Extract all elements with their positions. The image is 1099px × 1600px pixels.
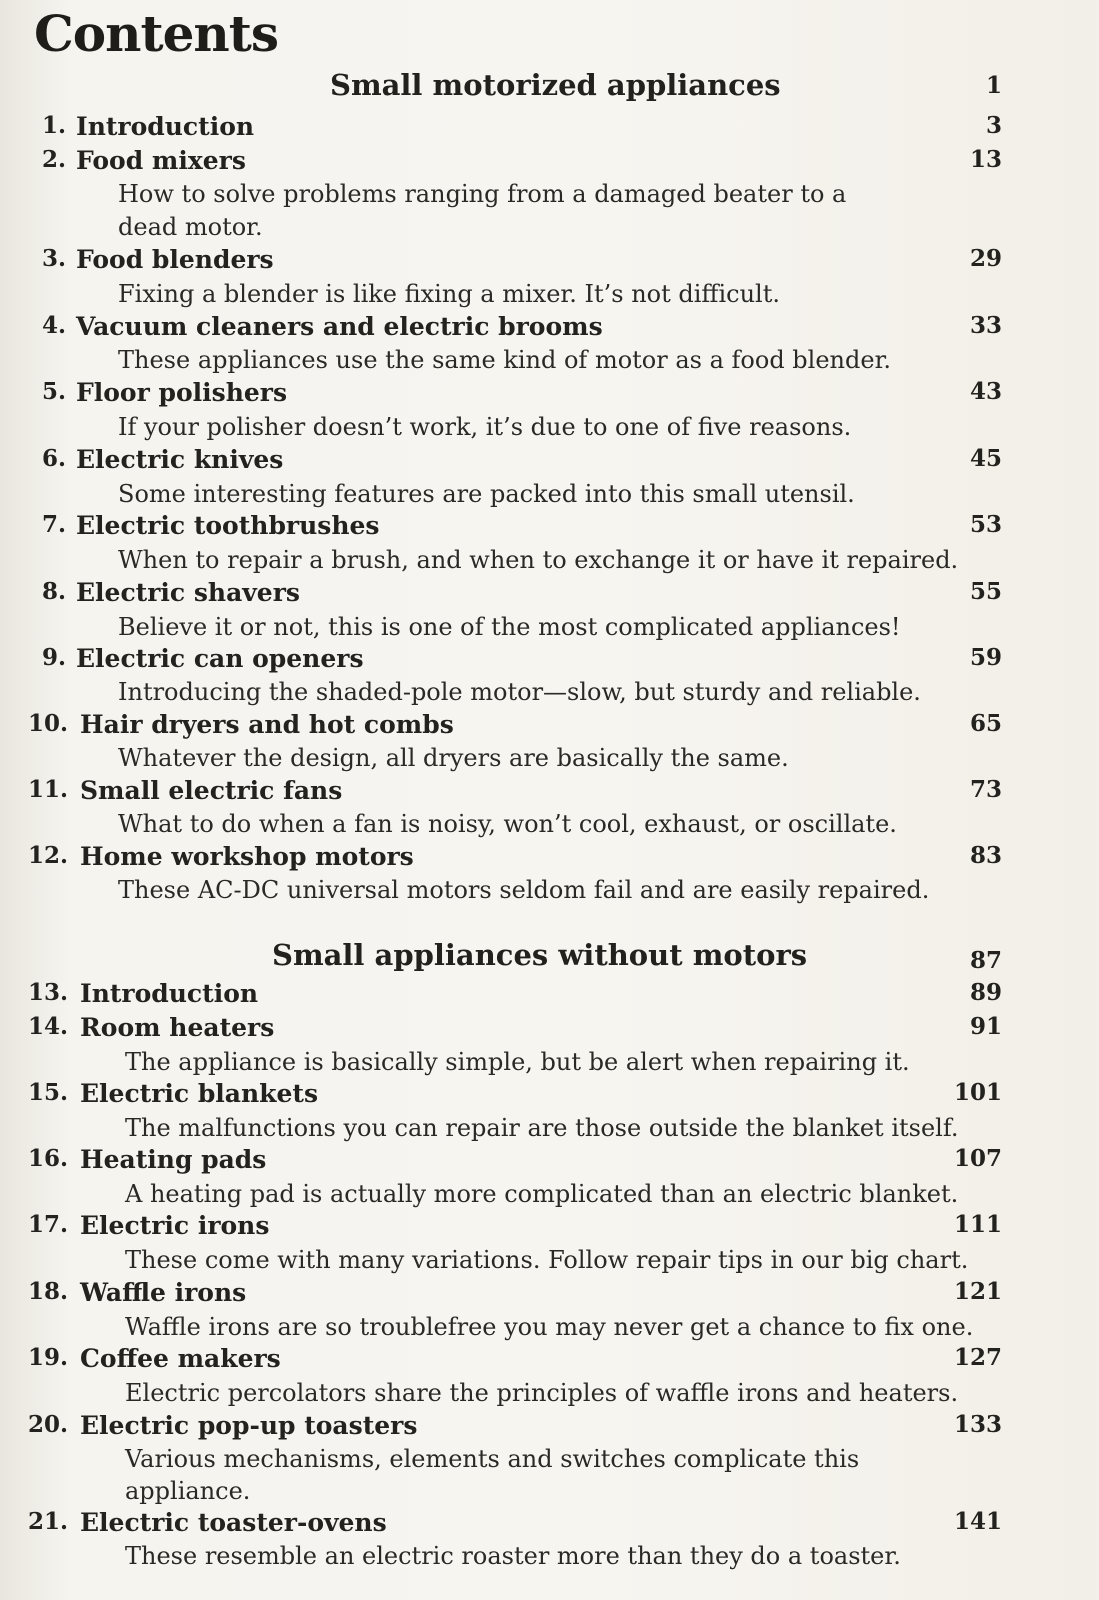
- chapter-entry[interactable]: [0, 1013, 1099, 1047]
- chapter-number: 20.: [28, 1411, 69, 1438]
- chapter-title[interactable]: Introduction: [80, 979, 259, 1008]
- chapter-description: Believe it or not, this is one of the most complicated appliances!: [118, 613, 901, 641]
- chapter-page-number: 111: [953, 1211, 1002, 1238]
- chapter-description: Some interesting features are packed into this small utensil.: [118, 480, 855, 508]
- chapter-title[interactable]: Electric shavers: [76, 578, 300, 607]
- section-page-number: 1: [985, 72, 1002, 99]
- chapter-page-number: 53: [969, 511, 1002, 538]
- chapter-page-number: 127: [953, 1344, 1002, 1371]
- chapter-title[interactable]: Electric pop-up toasters: [80, 1411, 418, 1440]
- chapter-title[interactable]: Small electric fans: [80, 776, 343, 805]
- chapter-title[interactable]: Floor polishers: [76, 378, 288, 407]
- chapter-number: 19.: [28, 1344, 69, 1371]
- chapter-description: When to repair a brush, and when to exchange it or have it repaired.: [118, 546, 959, 574]
- chapter-page-number: 107: [953, 1145, 1002, 1172]
- chapter-entry[interactable]: [0, 1079, 1099, 1113]
- chapter-entry[interactable]: [0, 511, 1099, 545]
- chapter-title[interactable]: Waffle irons: [80, 1278, 247, 1307]
- chapter-number: 4.: [41, 312, 66, 339]
- chapter-page-number: 33: [969, 312, 1002, 339]
- chapter-entry[interactable]: [0, 1411, 1099, 1445]
- chapter-entry[interactable]: [0, 842, 1099, 876]
- chapter-title[interactable]: Vacuum cleaners and electric brooms: [76, 312, 603, 341]
- chapter-description: These appliances use the same kind of motor as a food blender.: [118, 346, 892, 374]
- chapter-page-number: 13: [969, 146, 1002, 173]
- chapter-description: These resemble an electric roaster more than they do a toaster.: [125, 1542, 901, 1570]
- chapter-title[interactable]: Home workshop motors: [80, 842, 414, 871]
- chapter-number: 1.: [41, 112, 66, 139]
- chapter-page-number: 45: [969, 445, 1002, 472]
- chapter-description: The appliance is basically simple, but be alert when repairing it.: [125, 1048, 910, 1076]
- chapter-entry[interactable]: [0, 312, 1099, 346]
- chapter-entry[interactable]: [0, 1508, 1099, 1542]
- chapter-number: 6.: [41, 445, 66, 472]
- chapter-title[interactable]: Introduction: [76, 112, 255, 141]
- chapter-number: 16.: [28, 1145, 69, 1172]
- chapter-page-number: 55: [969, 578, 1002, 605]
- chapter-page-number: 141: [953, 1508, 1002, 1535]
- chapter-title[interactable]: Electric irons: [80, 1211, 270, 1240]
- chapter-description: Waffle irons are so troublefree you may never get a chance to fix one.: [125, 1313, 974, 1341]
- chapter-entry[interactable]: [0, 776, 1099, 810]
- chapter-title[interactable]: Hair dryers and hot combs: [80, 710, 454, 739]
- chapter-entry[interactable]: [0, 112, 1099, 146]
- page-title: Contents: [34, 4, 279, 63]
- chapter-number: 2.: [41, 146, 66, 173]
- chapter-page-number: 121: [953, 1278, 1002, 1305]
- chapter-page-number: 73: [969, 776, 1002, 803]
- chapter-description: Whatever the design, all dryers are basically the same.: [118, 744, 789, 772]
- chapter-number: 15.: [28, 1079, 69, 1106]
- chapter-page-number: 59: [969, 644, 1002, 671]
- chapter-title[interactable]: Electric toaster-ovens: [80, 1508, 387, 1537]
- chapter-number: 17.: [28, 1211, 69, 1238]
- chapter-description: These AC-DC universal motors seldom fail and are easily repaired.: [118, 876, 930, 904]
- chapter-description: Introducing the shaded-pole motor—slow, but sturdy and reliable.: [118, 678, 921, 706]
- chapter-title[interactable]: Electric blankets: [80, 1079, 319, 1108]
- section-page-number: 87: [969, 947, 1002, 974]
- chapter-description: Electric percolators share the principles of waffle irons and heaters.: [125, 1379, 959, 1407]
- chapter-number: 9.: [41, 644, 66, 671]
- chapter-description: A heating pad is actually more complicated than an electric blanket.: [125, 1180, 959, 1208]
- chapter-description: Various mechanisms, elements and switches complicate this: [125, 1445, 860, 1473]
- chapter-title[interactable]: Food mixers: [76, 146, 246, 175]
- chapter-page-number: 43: [969, 378, 1002, 405]
- chapter-number: 12.: [28, 842, 69, 869]
- chapter-entry[interactable]: [0, 710, 1099, 744]
- chapter-number: 10.: [28, 710, 69, 737]
- chapter-title[interactable]: Coffee makers: [80, 1344, 281, 1373]
- chapter-description: How to solve problems ranging from a damaged beater to a: [118, 180, 847, 208]
- chapter-page-number: 91: [969, 1013, 1002, 1040]
- chapter-number: 3.: [41, 245, 66, 272]
- chapter-page-number: 101: [953, 1079, 1002, 1106]
- chapter-title[interactable]: Room heaters: [80, 1013, 275, 1042]
- chapter-entry[interactable]: [0, 1278, 1099, 1312]
- chapter-number: 11.: [28, 776, 69, 803]
- chapter-page-number: 133: [953, 1411, 1002, 1438]
- chapter-title[interactable]: Electric toothbrushes: [76, 511, 380, 540]
- chapter-entry[interactable]: [0, 245, 1099, 279]
- chapter-entry[interactable]: [0, 578, 1099, 612]
- chapter-number: 13.: [28, 979, 69, 1006]
- chapter-description: Fixing a blender is like fixing a mixer. It’s not difficult.: [118, 280, 781, 308]
- chapter-entry[interactable]: [0, 378, 1099, 412]
- chapter-entry[interactable]: [0, 644, 1099, 678]
- chapter-number: 18.: [28, 1278, 69, 1305]
- chapter-entry[interactable]: [0, 146, 1099, 180]
- chapter-entry[interactable]: [0, 1344, 1099, 1378]
- chapter-title[interactable]: Heating pads: [80, 1145, 267, 1174]
- chapter-title[interactable]: Food blenders: [76, 245, 274, 274]
- chapter-description: If your polisher doesn’t work, it’s due to one of five reasons.: [118, 413, 852, 441]
- section-title: Small appliances without motors: [272, 938, 808, 972]
- chapter-entry[interactable]: [0, 445, 1099, 479]
- chapter-entry[interactable]: [0, 979, 1099, 1013]
- chapter-description: The malfunctions you can repair are those outside the blanket itself.: [125, 1114, 959, 1142]
- chapter-entry[interactable]: [0, 1211, 1099, 1245]
- chapter-number: 7.: [41, 511, 66, 538]
- chapter-title[interactable]: Electric knives: [76, 445, 284, 474]
- chapter-page-number: 89: [969, 979, 1002, 1006]
- chapter-page-number: 29: [969, 245, 1002, 272]
- chapter-page-number: 83: [969, 842, 1002, 869]
- chapter-number: 21.: [28, 1508, 69, 1535]
- chapter-page-number: 65: [969, 710, 1002, 737]
- section-title: Small motorized appliances: [330, 68, 781, 102]
- chapter-description: What to do when a fan is noisy, won’t cool, exhaust, or oscillate.: [118, 810, 897, 838]
- chapter-description: dead motor.: [118, 213, 263, 241]
- chapter-number: 5.: [41, 378, 66, 405]
- chapter-description: appliance.: [125, 1477, 251, 1505]
- chapter-entry[interactable]: [0, 1145, 1099, 1179]
- chapter-number: 8.: [41, 578, 66, 605]
- chapter-title[interactable]: Electric can openers: [76, 644, 364, 673]
- chapter-description: These come with many variations. Follow repair tips in our big chart.: [125, 1246, 969, 1274]
- chapter-page-number: 3: [985, 112, 1002, 139]
- chapter-number: 14.: [28, 1013, 69, 1040]
